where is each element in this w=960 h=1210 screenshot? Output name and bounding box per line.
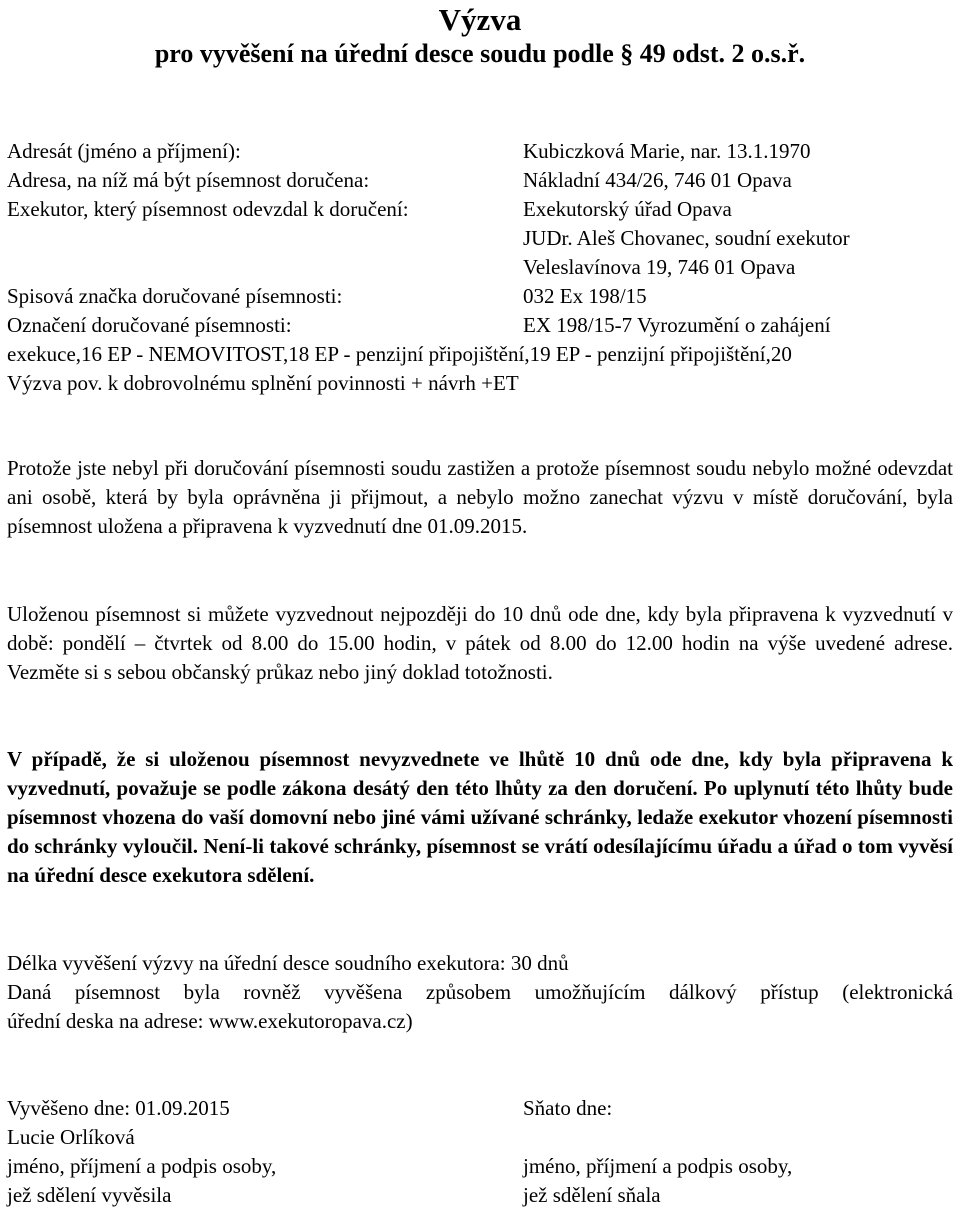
paragraph-pickup: Uloženou písemnost si můžete vyzvednout nejpozději do 10 dnů ode dne, kdy byla připravena k vyzvednutí v době: pondělí – čtvrtek od 8.00 do 15.00 hodin, v pátek od 8.00 do 12.00 hodin na výše uvedené adrese. Vezměte si s sebou občanský průkaz nebo jiný doklad totožnosti.: [7, 602, 953, 684]
posting-duration: Délka vyvěšení výzvy na úřední desce soudního exekutora: 30 dnů: [7, 951, 569, 975]
executor-row-3: [7, 253, 953, 282]
executor-label: Exekutor, který písemnost odevzdal k doručení:: [7, 197, 409, 221]
address-row: [7, 166, 953, 195]
executor-row-2: [7, 224, 953, 253]
delivery-fields: [7, 137, 953, 398]
signature-posted: [7, 1094, 407, 1210]
document-designation-cont-1: exekuce,16 EP - NEMOVITOST,18 EP - penzijní připojištění,19 EP - penzijní připojištění,20: [7, 342, 792, 366]
document-designation-label: Označení doručované písemnosti:: [7, 313, 292, 337]
addressee-value: Kubiczková Marie, nar. 13.1.1970: [523, 139, 811, 163]
electronic-notice-line-1: Daná písemnost byla rovněž vyvěšena způsobem umožňujícím dálkový přístup (elektronická: [7, 980, 953, 1004]
posted-by-name: Lucie Orlíková: [7, 1125, 135, 1149]
address-value: Nákladní 434/26, 746 01 Opava: [523, 168, 792, 192]
paragraph-not-found: Protože jste nebyl při doručování písemnosti soudu zastižen a protože písemnost soudu nebylo možné odevzdat ani osobě, která by byla oprávněna ji přijmout, a nebylo možno zanechat výzvu v místě doručování, byla písemnost uložena a připravena k vyzvednutí dne 01.09.2015.: [7, 456, 953, 538]
removed-by-caption-1: jméno, příjmení a podpis osoby,: [523, 1154, 793, 1178]
addressee-row: [7, 137, 953, 166]
executor-office: Exekutorský úřad Opava: [523, 197, 732, 221]
signature-removed: [523, 1094, 923, 1210]
document-designation-row: [7, 311, 953, 340]
document-title: Výzva: [438, 2, 522, 37]
removed-date: Sňato dne:: [523, 1096, 613, 1120]
document-page: [7, 0, 953, 1207]
paragraph-deemed-delivered: V případě, že si uloženou písemnost nevyzvednete ve lhůtě 10 dnů ode dne, kdy byla připravena k vyzvednutí, považuje se podle zákona desátý den této lhůty za den doručení. Po uplynutí této lhůty bude písemnost vhozena do vaší domovní nebo jiné vámi užívané schránky, ledaže exekutor vhození písemnosti do schránky vyloučil. Není-li takové schránky, písemnost se vrátí odesílajícímu úřadu a úřad o tom vyvěsí na úřední desce exekutora sdělení.: [7, 747, 953, 887]
removed-by-caption-2: jež sdělení sňala: [523, 1183, 661, 1207]
file-number-row: [7, 282, 953, 311]
executor-row: [7, 195, 953, 224]
posted-by-caption-2: jež sdělení vyvěsila: [7, 1183, 172, 1207]
document-designation-value: EX 198/15-7 Vyrozumění o zahájení: [523, 313, 831, 337]
removed-by-name: [523, 1123, 923, 1152]
posted-by-caption-1: jméno, příjmení a podpis osoby,: [7, 1154, 277, 1178]
electronic-notice-line-2: úřední deska na adrese: www.exekutoropava.cz): [7, 1009, 413, 1033]
document-designation-cont-2: Výzva pov. k dobrovolnému splnění povinnosti + návrh +ET: [7, 371, 519, 395]
executor-name: JUDr. Aleš Chovanec, soudní exekutor: [523, 226, 850, 250]
posted-date: Vyvěšeno dne: 01.09.2015: [7, 1096, 230, 1120]
executor-address: Veleslavínova 19, 746 01 Opava: [523, 255, 796, 279]
addressee-label: Adresát (jméno a příjmení):: [7, 139, 241, 163]
address-label: Adresa, na níž má být písemnost doručena:: [7, 168, 370, 192]
file-number-label: Spisová značka doručované písemnosti:: [7, 284, 343, 308]
document-subtitle: pro vyvěšení na úřední desce soudu podle § 49 odst. 2 o.s.ř.: [154, 39, 806, 68]
file-number-value: 032 Ex 198/15: [523, 284, 647, 308]
